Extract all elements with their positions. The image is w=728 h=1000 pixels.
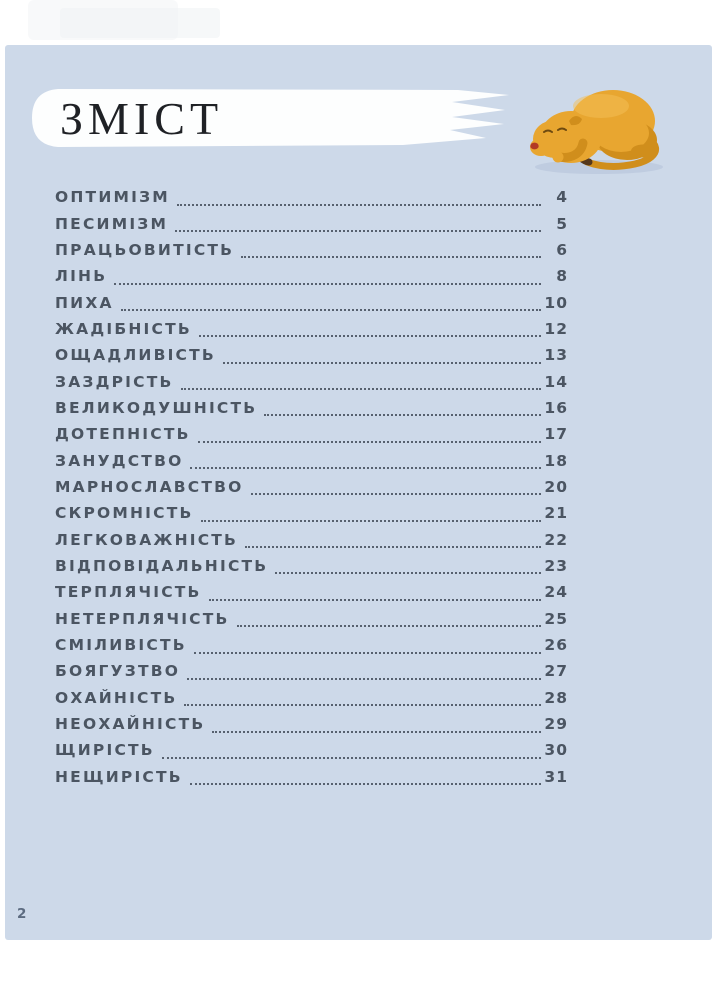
toc-entry-label: ЗАНУДСТВО	[55, 451, 184, 470]
toc-entry	[55, 526, 568, 552]
toc-entry-label: НЕОХАЙНІСТЬ	[55, 715, 206, 734]
dotted-leader	[264, 401, 541, 416]
dotted-leader	[201, 507, 541, 522]
toc-entry-page-number: 29	[544, 715, 568, 734]
toc-entry-label: МАРНОСЛАВСТВО	[55, 477, 244, 496]
toc-entry-page-number: 17	[544, 425, 568, 444]
dotted-leader	[237, 612, 541, 627]
toc-entry-label: ДОТЕПНІСТЬ	[55, 425, 191, 444]
dotted-leader	[187, 665, 541, 680]
toc-entry-page-number: 31	[544, 767, 568, 786]
toc-entry-page-number: 22	[544, 530, 568, 549]
toc-entry-label: ОЩАДЛИВІСТЬ	[55, 346, 216, 365]
toc-entry-label: ТЕРПЛЯЧІСТЬ	[55, 583, 202, 602]
toc-entry-label: СКРОМНІСТЬ	[55, 504, 194, 523]
toc-entry	[55, 342, 568, 368]
dotted-leader	[175, 217, 541, 232]
toc-entry-label: ЩИРІСТЬ	[55, 741, 155, 760]
contents-page	[5, 45, 712, 940]
dotted-leader	[245, 533, 541, 548]
table-of-contents	[55, 184, 568, 790]
dotted-leader	[209, 586, 541, 601]
toc-entry	[55, 263, 568, 289]
dotted-leader	[181, 375, 541, 390]
toc-entry-page-number: 27	[544, 662, 568, 681]
toc-entry-label: ЛЕГКОВАЖНІСТЬ	[55, 530, 239, 549]
toc-entry-label: ОХАЙНІСТЬ	[55, 688, 178, 707]
toc-entry	[55, 553, 568, 579]
dotted-leader	[162, 744, 541, 759]
dotted-leader	[199, 322, 541, 337]
toc-entry-label: ОПТИМІЗМ	[55, 188, 170, 207]
page-title: ЗМІСТ	[60, 93, 224, 144]
toc-entry-label: ПЕСИМІЗМ	[55, 214, 169, 233]
dotted-leader	[114, 270, 541, 285]
toc-entry-page-number: 26	[544, 636, 568, 655]
toc-entry-page-number: 10	[544, 293, 568, 312]
faded-cropped-artifact	[60, 8, 220, 38]
toc-entry-page-number: 18	[544, 451, 568, 470]
dotted-leader	[184, 691, 541, 706]
toc-entry-page-number: 8	[556, 267, 568, 286]
toc-entry-label: ПИХА	[55, 293, 114, 312]
dotted-leader	[121, 296, 541, 311]
dotted-leader	[251, 480, 541, 495]
toc-entry-page-number: 5	[556, 214, 568, 233]
toc-entry	[55, 447, 568, 473]
toc-entry	[55, 579, 568, 605]
toc-entry-label: ЛІНЬ	[55, 267, 108, 286]
toc-entry-label: ВЕЛИКОДУШНІСТЬ	[55, 398, 258, 417]
dotted-leader	[190, 454, 541, 469]
toc-entry-label: ЗАЗДРІСТЬ	[55, 372, 174, 391]
toc-entry	[55, 210, 568, 236]
toc-entry	[55, 237, 568, 263]
toc-entry-page-number: 21	[544, 504, 568, 523]
dotted-leader	[212, 718, 541, 733]
dotted-leader	[241, 243, 541, 258]
sleeping-cat-icon	[529, 83, 667, 175]
toc-entry-page-number: 12	[544, 319, 568, 338]
toc-entry	[55, 184, 568, 210]
toc-entry-label: ПРАЦЬОВИТІСТЬ	[55, 240, 235, 259]
toc-entry	[55, 395, 568, 421]
toc-entry-page-number: 14	[544, 372, 568, 391]
toc-entry-page-number: 23	[544, 556, 568, 575]
toc-entry	[55, 764, 568, 790]
toc-entry	[55, 474, 568, 500]
dotted-leader	[194, 639, 541, 654]
toc-entry-page-number: 30	[544, 741, 568, 760]
toc-entry-page-number: 24	[544, 583, 568, 602]
toc-entry	[55, 632, 568, 658]
dotted-leader	[223, 349, 541, 364]
toc-entry	[55, 711, 568, 737]
toc-entry	[55, 685, 568, 711]
toc-entry-label: СМІЛИВІСТЬ	[55, 636, 187, 655]
toc-entry	[55, 421, 568, 447]
toc-entry	[55, 500, 568, 526]
dotted-leader	[275, 559, 541, 574]
folio-page-number: 2	[17, 906, 27, 922]
toc-entry-label: БОЯГУЗТВО	[55, 662, 181, 681]
toc-entry	[55, 658, 568, 684]
dotted-leader	[198, 428, 541, 443]
toc-entry-page-number: 16	[544, 398, 568, 417]
toc-entry-page-number: 6	[556, 240, 568, 259]
toc-entry-page-number: 25	[544, 609, 568, 628]
sleeping-cat-illustration	[529, 83, 667, 175]
dotted-leader	[177, 191, 541, 206]
toc-entry	[55, 737, 568, 763]
toc-entry	[55, 606, 568, 632]
toc-entry-page-number: 28	[544, 688, 568, 707]
toc-entry	[55, 289, 568, 315]
toc-entry-label: НЕТЕРПЛЯЧІСТЬ	[55, 609, 230, 628]
toc-entry	[55, 316, 568, 342]
toc-entry-page-number: 4	[556, 188, 568, 207]
toc-entry	[55, 368, 568, 394]
toc-entry-label: НЕЩИРІСТЬ	[55, 767, 183, 786]
dotted-leader	[190, 770, 541, 785]
toc-entry-page-number: 13	[544, 346, 568, 365]
toc-entry-page-number: 20	[544, 477, 568, 496]
toc-entry-label: ЖАДІБНІСТЬ	[55, 319, 192, 338]
toc-entry-label: ВІДПОВІДАЛЬНІСТЬ	[55, 556, 269, 575]
title-brush-banner	[28, 87, 514, 149]
